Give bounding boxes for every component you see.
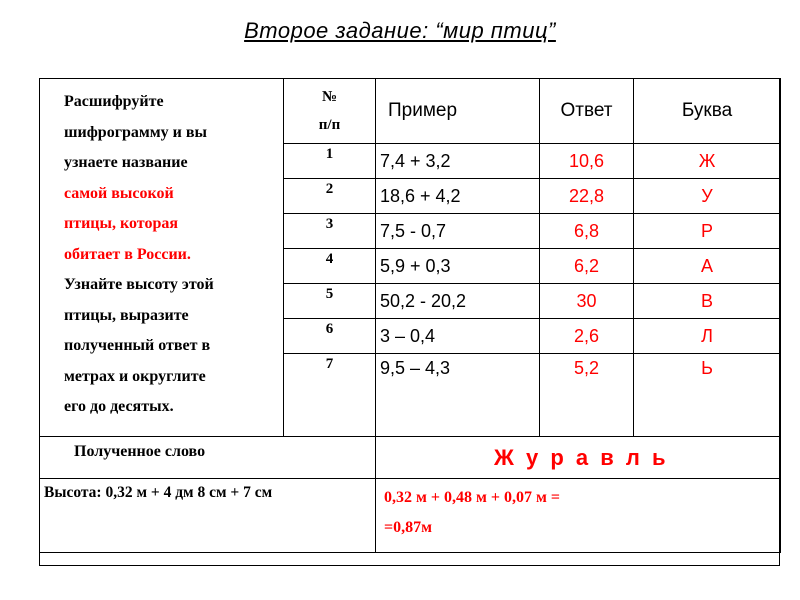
row-number: 1 xyxy=(284,144,376,179)
instruction-line-highlight: птицы, которая xyxy=(64,215,179,232)
header-number xyxy=(284,79,376,144)
instruction-line: метрах и округлите xyxy=(64,367,206,385)
cipher-table xyxy=(39,78,781,553)
row-answer: 10,6 xyxy=(540,144,634,179)
row-answer: 30 xyxy=(540,284,634,319)
row-letter: Р xyxy=(634,214,781,249)
row-example: 5,9 + 0,3 xyxy=(376,249,540,284)
row-answer: 22,8 xyxy=(540,179,634,214)
instruction-cell xyxy=(40,79,284,437)
instruction-line-highlight: обитает в России. xyxy=(64,245,191,263)
row-letter: У xyxy=(634,179,781,214)
row-number: 7 xyxy=(284,354,376,437)
row-example: 3 – 0,4 xyxy=(376,319,540,354)
instruction-line: Расшифруйте xyxy=(64,93,164,110)
instruction-line: полученный ответ в xyxy=(64,337,211,354)
result-row xyxy=(40,437,781,479)
row-example: 7,4 + 3,2 xyxy=(376,144,540,179)
header-number-symbol: № xyxy=(321,89,338,105)
page-title: Второе задание: “мир птиц” xyxy=(244,18,556,43)
row-number: 5 xyxy=(284,284,376,319)
row-example: 9,5 – 4,3 xyxy=(376,354,540,437)
row-answer: 6,2 xyxy=(540,249,634,284)
header-example: Пример xyxy=(376,79,540,144)
header-answer: Ответ xyxy=(540,79,634,144)
height-calculation xyxy=(376,479,781,553)
row-letter: Ж xyxy=(634,144,781,179)
row-number: 4 xyxy=(284,249,376,284)
row-example: 7,5 - 0,7 xyxy=(376,214,540,249)
row-letter: В xyxy=(634,284,781,319)
row-number: 6 xyxy=(284,319,376,354)
instruction-line-highlight: самой высокой xyxy=(64,184,174,202)
result-label: Полученное слово xyxy=(40,437,376,479)
row-answer: 2,6 xyxy=(540,319,634,354)
row-letter: А xyxy=(634,249,781,284)
instruction-line: птицы, выразите xyxy=(64,306,189,324)
instruction-line: шифрограмму и вы xyxy=(64,123,208,141)
height-calc-line: 0,32 м + 0,48 м + 0,07 м = xyxy=(384,489,561,506)
height-row xyxy=(40,479,781,553)
row-letter: Ь xyxy=(634,354,781,437)
row-number: 3 xyxy=(284,214,376,249)
row-example: 50,2 - 20,2 xyxy=(376,284,540,319)
instruction-line: узнаете название xyxy=(64,154,188,171)
row-example: 18,6 + 4,2 xyxy=(376,179,540,214)
row-letter: Л xyxy=(634,319,781,354)
header-number-abbr: п/п xyxy=(318,117,341,133)
result-word: Ж у р а в л ь xyxy=(376,437,781,479)
height-label: Высота: 0,32 м + 4 дм 8 см + 7 см xyxy=(40,479,376,553)
row-answer: 5,2 xyxy=(540,354,634,437)
instruction-line: его до десятых. xyxy=(64,398,174,415)
header-letter: Буква xyxy=(634,79,781,144)
row-answer: 6,8 xyxy=(540,214,634,249)
instruction-line: Узнайте высоту этой xyxy=(64,276,214,293)
height-calc-result: =0,87м xyxy=(384,519,433,536)
row-number: 2 xyxy=(284,179,376,214)
